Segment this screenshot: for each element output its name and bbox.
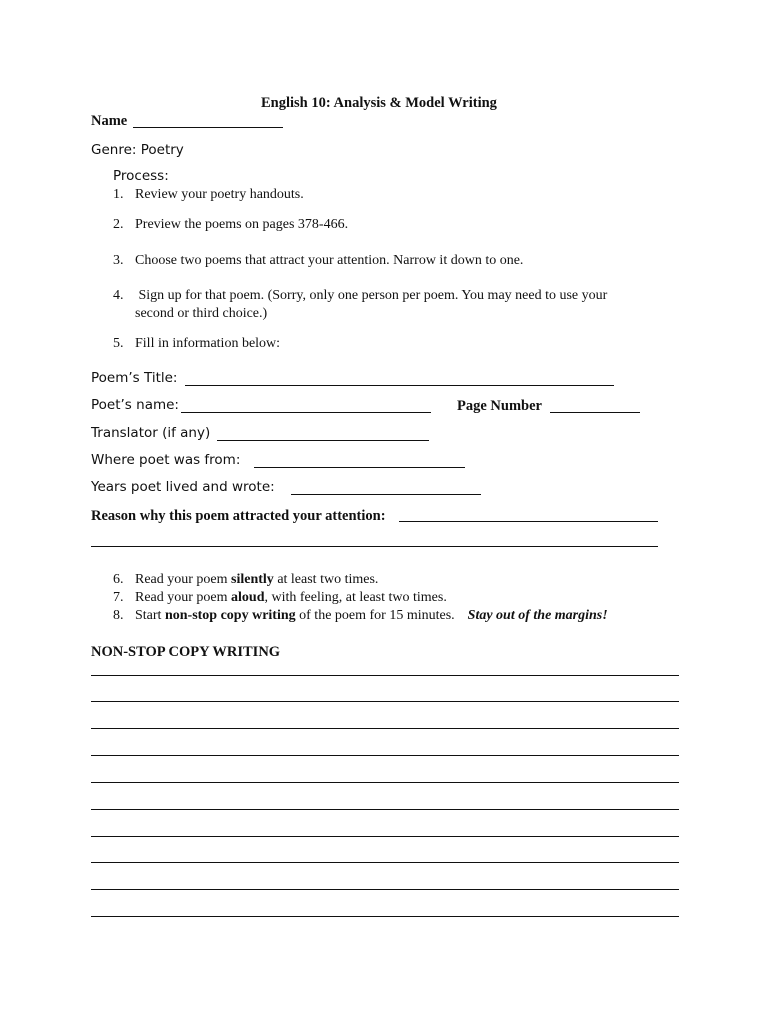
step-number: 6. — [113, 572, 124, 587]
process-heading: Process: — [113, 168, 169, 184]
page-number-label: Page Number — [457, 398, 542, 414]
translator-label: Translator (if any) — [91, 425, 211, 441]
translator-field-line[interactable] — [217, 440, 429, 441]
step-number: 3. — [113, 253, 124, 268]
process-step-4 — [113, 289, 607, 303]
writing-line[interactable] — [91, 889, 679, 890]
step-text: Sign up for that poem. (Sorry, only one person per poem. You may need to use your — [135, 288, 608, 303]
step-text: Preview the poems on pages 378-466. — [135, 217, 349, 232]
reading-step-6 — [113, 573, 378, 587]
step-text: at least two times. — [273, 572, 379, 587]
step-number: 8. — [113, 608, 124, 623]
writing-line[interactable] — [91, 755, 679, 756]
step-text: Choose two poems that attract your attention. Narrow it down to one. — [135, 253, 524, 268]
step-text: Read your poem — [135, 572, 232, 587]
process-step-4-continued: second or third choice.) — [135, 306, 268, 321]
writing-line[interactable] — [91, 862, 679, 863]
step-number: 2. — [113, 217, 124, 232]
step-text: , with feeling, at least two times. — [264, 590, 447, 605]
page-number-field-line[interactable] — [550, 412, 640, 413]
page-title: English 10: Analysis & Model Writing — [261, 95, 497, 111]
reason-field-line-2[interactable] — [91, 546, 658, 547]
name-label: Name — [91, 113, 128, 129]
poem-title-field-line[interactable] — [185, 385, 614, 386]
step-number: 1. — [113, 187, 124, 202]
where-from-field-line[interactable] — [254, 467, 465, 468]
step-text: Start — [135, 608, 165, 623]
where-from-label: Where poet was from: — [91, 452, 241, 468]
process-step-3 — [113, 254, 523, 268]
writing-line[interactable] — [91, 809, 679, 810]
step-text: Read your poem — [135, 590, 232, 605]
genre-label: Genre: Poetry — [91, 142, 184, 158]
reason-field-line-1[interactable] — [399, 521, 658, 522]
process-step-1 — [113, 188, 304, 202]
reading-step-7 — [113, 591, 447, 605]
step-emphasis: silently — [231, 572, 274, 587]
step-number: 7. — [113, 590, 124, 605]
process-step-2 — [113, 218, 348, 232]
step-text: Fill in information below: — [135, 336, 281, 351]
step-emphasis: non-stop copy writing — [164, 608, 296, 623]
copy-writing-heading: NON-STOP COPY WRITING — [91, 644, 281, 660]
margins-warning: Stay out of the margins! — [467, 608, 608, 623]
step-emphasis: aloud — [231, 590, 265, 605]
poet-name-field-line[interactable] — [181, 412, 431, 413]
reason-label: Reason why this poem attracted your attention: — [91, 508, 386, 524]
writing-line[interactable] — [91, 675, 679, 676]
poet-name-label: Poet’s name: — [91, 397, 179, 413]
writing-line[interactable] — [91, 916, 679, 917]
step-number: 4. — [113, 288, 124, 303]
name-field-line[interactable] — [133, 127, 283, 128]
reading-step-8 — [113, 609, 608, 623]
step-text: of the poem for 15 minutes. — [295, 608, 455, 623]
step-number: 5. — [113, 336, 124, 351]
writing-line[interactable] — [91, 701, 679, 702]
writing-line[interactable] — [91, 836, 679, 837]
step-text: Review your poetry handouts. — [135, 187, 304, 202]
years-label: Years poet lived and wrote: — [91, 479, 275, 495]
writing-line[interactable] — [91, 728, 679, 729]
writing-line[interactable] — [91, 782, 679, 783]
poem-title-label: Poem’s Title: — [91, 370, 178, 386]
years-field-line[interactable] — [291, 494, 481, 495]
process-step-5 — [113, 337, 280, 351]
